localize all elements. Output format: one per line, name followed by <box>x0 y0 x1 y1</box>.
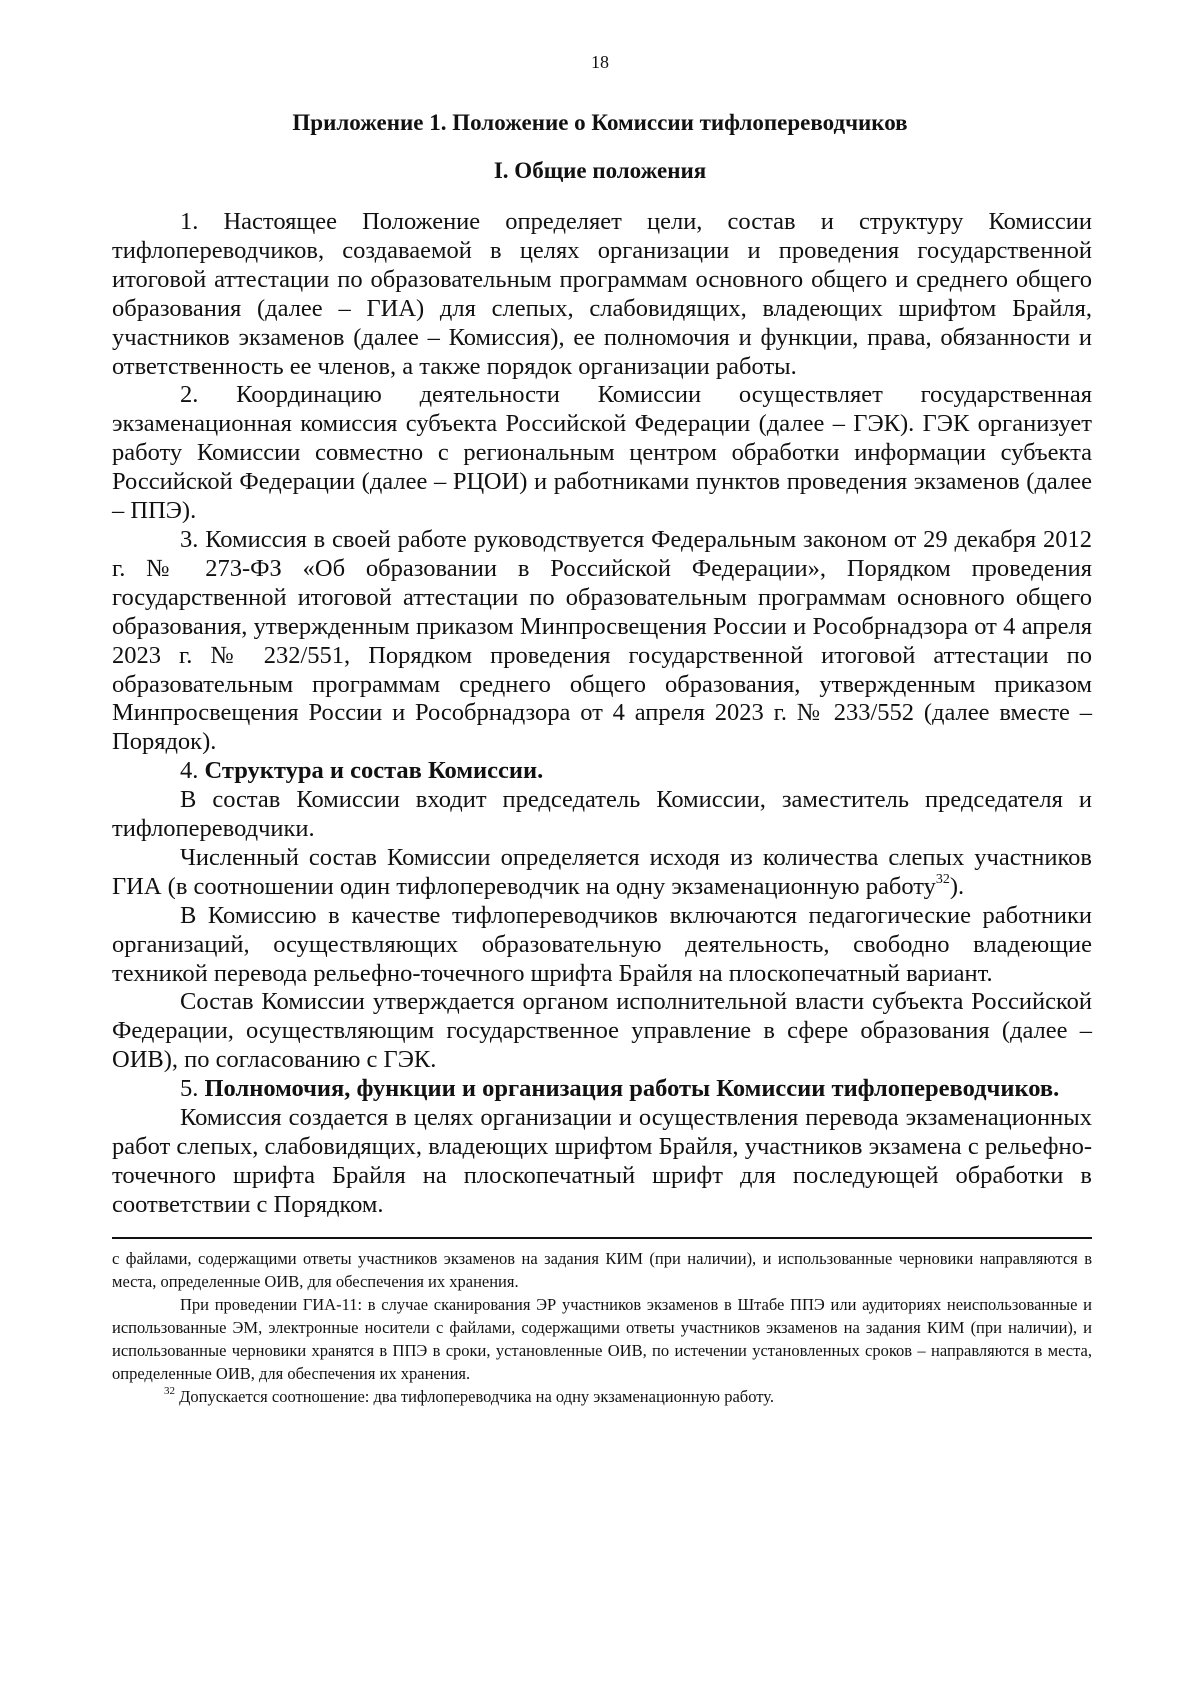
footnote-number: 32 <box>164 1384 175 1397</box>
footnote-continued: с файлами, содержащими ответы участников экзаменов на задания КИМ (при наличии), и использованные черновики направляются в места, определенные ОИВ, для обеспечения их хранения. <box>112 1249 1092 1291</box>
footnote-text: Допускается соотношение: два тифлопереводчика на одну экзаменационную работу. <box>179 1387 774 1406</box>
bold-heading: Полномочия, функции и организация работы Комиссии тифлопереводчиков. <box>204 1075 1060 1103</box>
footnote-32 <box>112 1385 1092 1408</box>
paragraph-3: 3. Комиссия в своей работе руководствуется Федеральным законом от 29 декабря 2012 г. № 273-ФЗ «Об образовании в Российской Федерации», Порядком проведения государственной итоговой аттестации по образовательным программам основного общего образования, утвержденным приказом Минпросвещения России и Рособрнадзора от 4 апреля 2023 г. № 232/551, Порядком проведения государственной итоговой аттестации по образовательным программам среднего общего образования, утвержденным приказом Минпросвещения России и Рособрнадзора от 4 апреля 2023 г. № 233/552 (далее вместе – Порядок). <box>112 525 1092 756</box>
paragraph-purpose: Комиссия создается в целях организации и осуществления перевода экзаменационных работ слепых, слабовидящих, владеющих шрифтом Брайля, участников экзамена с рельефно-точечного шрифта Брайля на плоскопечатный шрифт для последующей обработки в соответствии с Порядком. <box>112 1104 1092 1218</box>
footnote-gia11: При проведении ГИА-11: в случае сканирования ЭР участников экзаменов в Штабе ППЭ или аудиториях неиспользованные и использованные ЭМ, электронные носители с файлами, содержащими ответы участников экзаменов на задания КИМ (при наличии), и использованные черновики хранятся в ППЭ в сроки, установленные ОИВ, по истечении установленных сроков – направляются в места, определенные ОИВ, для обеспечения их хранения. <box>112 1295 1092 1383</box>
paragraph-composition: В состав Комиссии входит председатель Комиссии, заместитель председателя и тифлопереводчики. <box>112 786 1092 843</box>
paragraph-text: Численный состав Комиссии определяется исходя из количества слепых участников ГИА (в соотношении один тифлопереводчик на одну экзаменационную работу <box>112 843 1092 900</box>
item-number: 5. <box>180 1075 199 1103</box>
paragraph-numeric-composition <box>112 844 1092 902</box>
paragraph-2: 2. Координацию деятельности Комиссии осуществляет государственная экзаменационная комиссия субъекта Российской Федерации (далее – ГЭК). ГЭК организует работу Комиссии совместно с региональным центром обработки информации субъекта Российской Федерации (далее – РЦОИ) и работниками пунктов проведения экзаменов (далее – ППЭ). <box>112 381 1092 525</box>
bold-heading: Структура и состав Комиссии. <box>204 757 544 785</box>
footnote-ref[interactable]: 32 <box>935 871 950 887</box>
document-body <box>112 208 1092 1220</box>
appendix-title: Приложение 1. Положение о Комиссии тифлопереводчиков <box>292 110 908 135</box>
footnote-separator <box>112 1237 1092 1239</box>
paragraph-approval: Состав Комиссии утверждается органом исполнительной власти субъекта Российской Федерации, осуществляющим государственное управление в сфере образования (далее – ОИВ), по согласованию с ГЭК. <box>112 988 1092 1074</box>
page-number: 18 <box>591 52 609 72</box>
paragraph-text-end: ). <box>949 872 965 900</box>
paragraph-1: 1. Настоящее Положение определяет цели, состав и структуру Комиссии тифлопереводчиков, создаваемой в целях организации и проведения государственной итоговой аттестации по образовательным программам основного общего и среднего общего образования (далее – ГИА) для слепых, слабовидящих, владеющих шрифтом Брайля, участников экзаменов (далее – Комиссия), ее полномочия и функции, права, обязанности и ответственность ее членов, а также порядок организации работы. <box>112 208 1092 380</box>
item-number: 4. <box>180 757 199 785</box>
section-heading: I. Общие положения <box>493 158 707 183</box>
footnotes-block <box>112 1247 1092 1408</box>
paragraph-members: В Комиссию в качестве тифлопереводчиков включаются педагогические работники организаций, осуществляющих образовательную деятельность, свободно владеющие техникой перевода рельефно-точечного шрифта Брайля на плоскопечатный вариант. <box>112 901 1092 987</box>
paragraph-4-heading <box>112 757 1092 786</box>
paragraph-5-heading <box>112 1075 1092 1104</box>
